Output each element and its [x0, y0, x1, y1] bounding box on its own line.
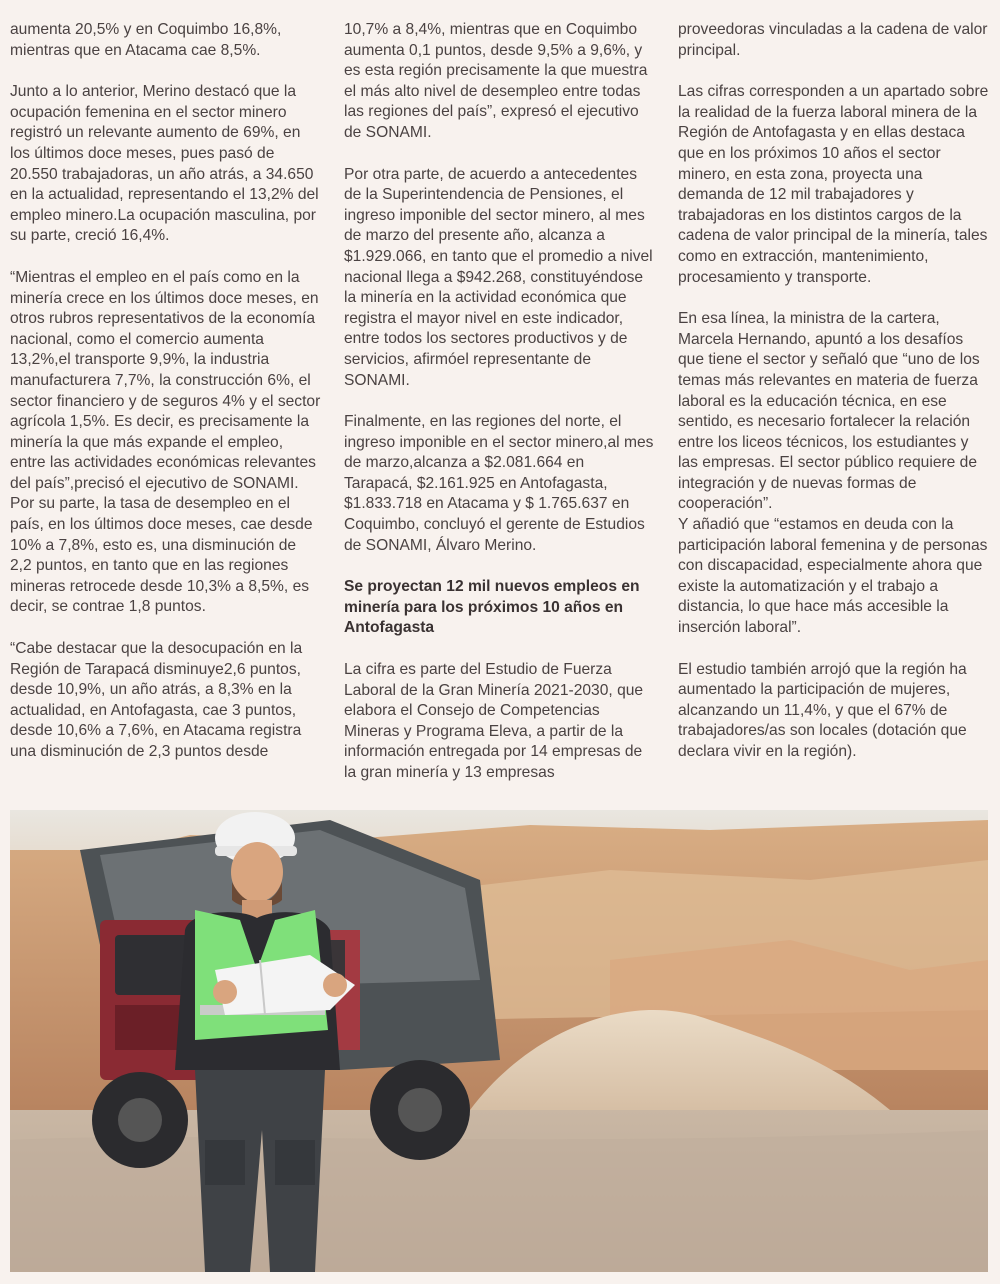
paragraph: “Cabe destacar que la desocupación en la Región de Tarapacá disminuye2,6 puntos, desde 10,9%, un año atrás, a 8,3% en la actualidad, en Antofagasta, cae 3 puntos, desde 10,6% a 7,6%, en Atacama registra una disminución de 2,3 puntos desde — [10, 640, 303, 760]
paragraph: El estudio también arrojó que la región ha aumentado la participación de mujeres, alcanzando un 11,4%, y que el 67% de trabajadores/as son locales (dotación que declara vivir en la región). — [678, 660, 967, 760]
paragraph: Por otra parte, de acuerdo a antecedentes de la Superintendencia de Pensiones, el ingreso imponible del sector minero, al mes de marzo del presente año, alcanza a $1.929.066, en tanto que el promedio a nivel nacional llega a $942.268, constituyéndose la minería en la actividad económica que registra el mayor nivel en este indicador, entre todos los sectores productivos y de servicios, afirmóel representante de SONAMI. — [344, 165, 653, 389]
article-columns — [10, 20, 995, 790]
column-3 — [678, 20, 990, 790]
paragraph: En esa línea, la ministra de la cartera, Marcela Hernando, apuntó a los desafíos que tiene el sector y señaló que “uno de los temas más relevantes en materia de fuerza laboral es la educación técnica, en ese sentido, es necesario fortalecer la relación entre los liceos técnicos, los estudiantes y las empresas. El sector público requiere de integración y de nuevas formas de cooperación”. — [678, 310, 980, 513]
photo-illustration — [10, 810, 988, 1272]
paragraph: aumenta 20,5% y en Coquimbo 16,8%, mientras que en Atacama cae 8,5%. — [10, 21, 282, 59]
paragraph: “Mientras el empleo en el país como en la minería crece en los últimos doce meses, en otros rubros representativos de la economía nacional, como el comercio aumenta 13,2%,el transporte 9,9%, la industria manufacturera 7,7%, la construcción 6%, el sector financiero y de seguros 4% y el sector agrícola 1,5%. Es decir, es precisamente la minería la que más expande el empleo, entre las actividades económicas relevantes del país”,precisó el ejecutivo de SONAMI. — [10, 268, 321, 492]
paragraph: Finalmente, en las regiones del norte, el ingreso imponible en el sector minero,al mes de marzo,alcanza a $2.081.664 en Tarapacá, $2.161.925 en Antofagasta, $1.833.718 en Atacama y $ 1.765.637 en Coquimbo, concluyó el gerente de Estudios de SONAMI, Álvaro Merino. — [344, 413, 654, 554]
column-2 — [344, 20, 656, 790]
paragraph: Junto a lo anterior, Merino destacó que la ocupación femenina en el sector minero registró un relevante aumento de 69%, en los últimos doce meses, pues pasó de 20.550 trabajadoras, un año atrás, a 34.650 en la actualidad, representando el 13,2% del empleo minero.La ocupación masculina, por su parte, creció 16,4%. — [10, 83, 319, 245]
paragraph: proveedoras vinculadas a la cadena de valor principal. — [678, 21, 988, 59]
paragraph: Por su parte, la tasa de desempleo en el país, en los últimos doce meses, cae desde 10% a 7,8%, esto es, una disminución de 2,2 puntos, en tanto que en las regiones mineras retrocede desde 10,3% a 8,5%, es decir, se contrae 1,8 puntos. — [10, 495, 313, 616]
mining-worker-photo — [10, 810, 988, 1272]
paragraph: Y añadió que “estamos en deuda con la participación laboral femenina y de personas con discapacidad, especialmente ahora que existe la automatización y el trabajo a distancia, lo que hace más accesible la inserción laboral”. — [678, 516, 988, 637]
paragraph: La cifra es parte del Estudio de Fuerza Laboral de la Gran Minería 2021-2030, que elabora el Consejo de Competencias Mineras y Programa Eleva, a partir de la información entregada por 14 empresas de la gran minería y 13 empresas — [344, 661, 644, 781]
paragraph: 10,7% a 8,4%, mientras que en Coquimbo aumenta 0,1 puntos, desde 9,5% a 9,6%, y es esta región precisamente la que muestra el más alto nivel de desempleo entre todas las regiones del país”, expresó el ejecutivo de SONAMI. — [344, 21, 648, 141]
column-1 — [10, 20, 322, 790]
paragraph: Las cifras corresponden a un apartado sobre la realidad de la fuerza laboral minera de la Región de Antofagasta y en ellas destaca que en los próximos 10 años el sector minero, en esta zona, proyecta una demanda de 12 mil trabajadores y trabajadoras en los distintos cargos de la cadena de valor principal de la minería, tales como en extracción, mantenimiento, procesamiento y transporte. — [678, 83, 989, 286]
section-heading: Se proyectan 12 mil nuevos empleos en minería para los próximos 10 años en Antofagasta — [344, 578, 640, 637]
